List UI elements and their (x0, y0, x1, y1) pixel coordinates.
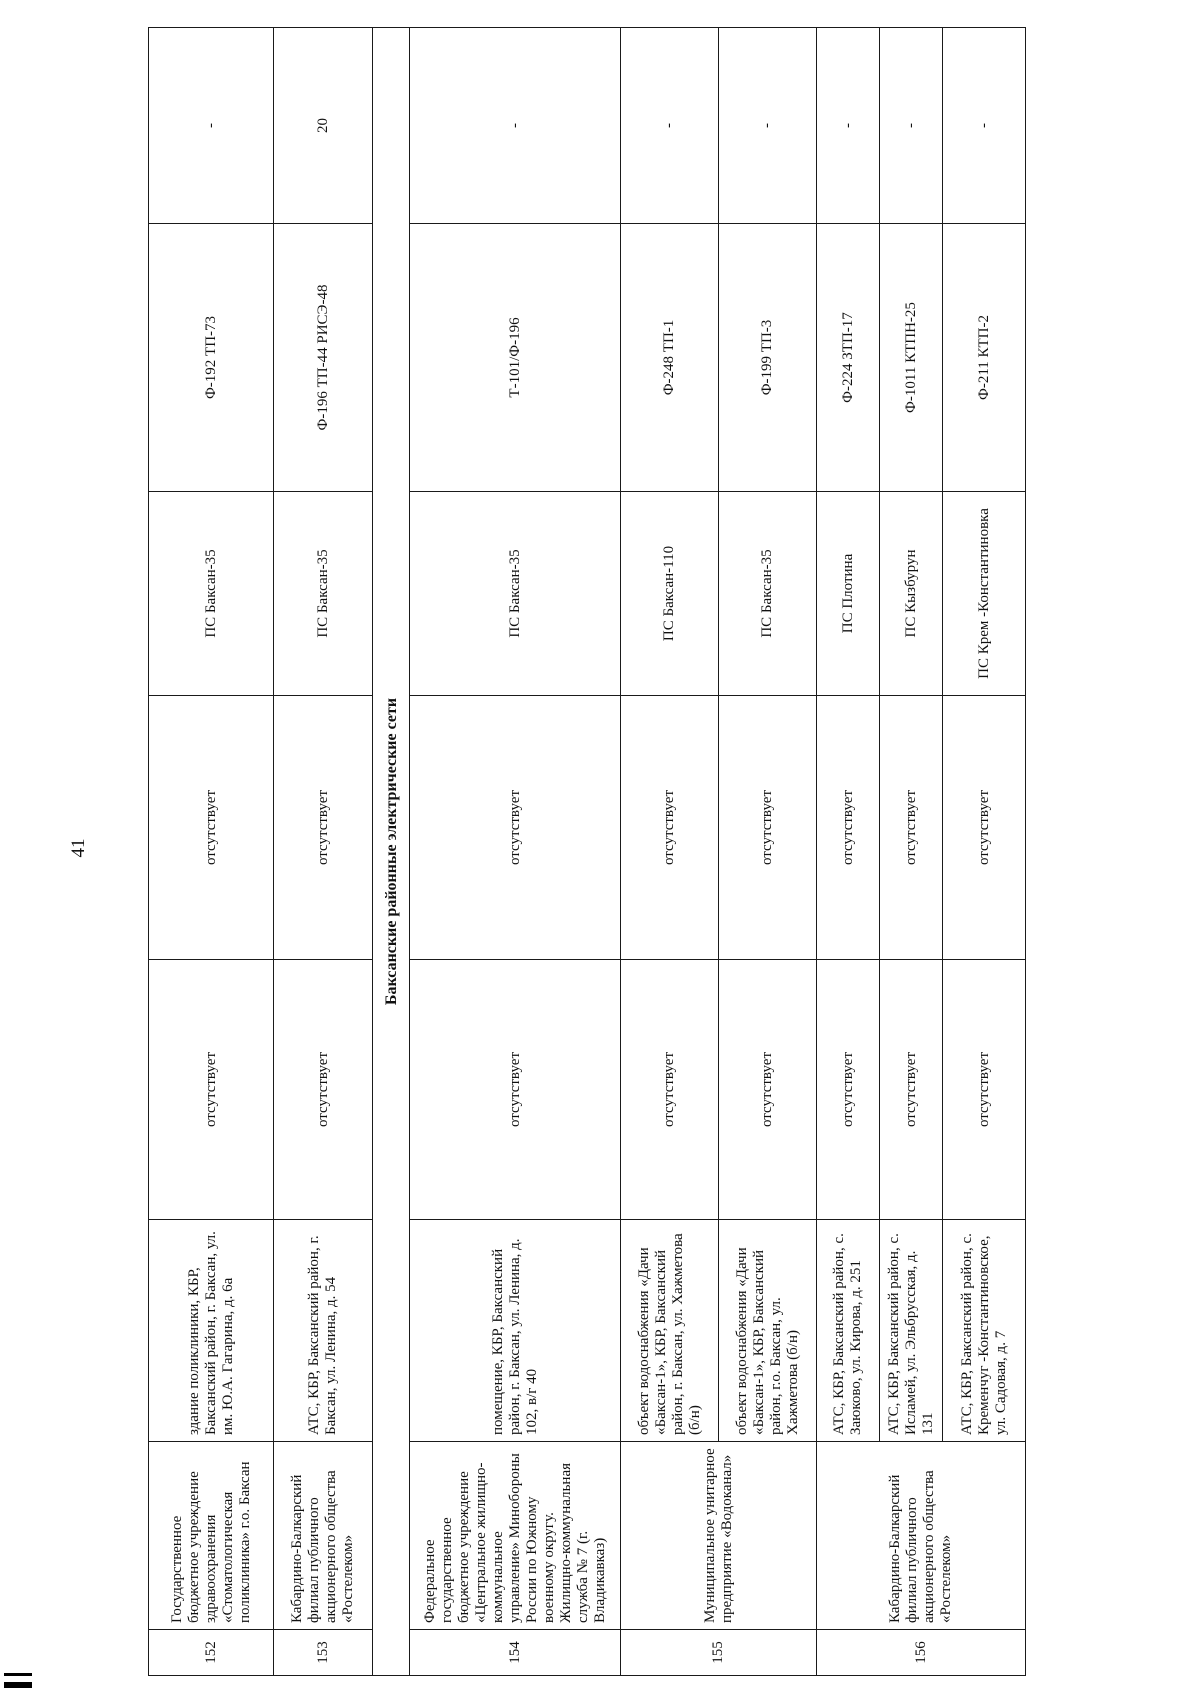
feeder-cell: Ф-199 ТП-3 (719, 224, 817, 492)
corner-mark (0, 1644, 36, 1688)
substation-cell: ПС Крем -Константиновка (943, 492, 1026, 696)
row-number: 154 (410, 1630, 621, 1676)
table-row (719, 28, 817, 1676)
address-cell: АТС, КБР, Баксанский район, г. Баксан, ул. Ленина, д. 54 (274, 1220, 373, 1442)
address-cell: помещение, КБР, Баксанский район, г. Баксан, ул. Ленина, д. 102, в/г 40 (410, 1220, 621, 1442)
last-cell: - (880, 28, 943, 224)
substation-cell: ПС Баксан-35 (719, 492, 817, 696)
substation-cell: ПС Баксан-35 (149, 492, 274, 696)
table-row (880, 28, 943, 1676)
value-cell: отсутствует (274, 696, 373, 960)
substation-cell: ПС Баксан-35 (410, 492, 621, 696)
value-cell: отсутствует (943, 960, 1026, 1220)
organization-cell: Муниципальное унитарное предприятие «Водоканал» (621, 1442, 817, 1630)
address-cell: АТС, КБР, Баксанский район, с. Исламей, ул. Эльбрусская, д. 131 (880, 1220, 943, 1442)
organization-cell: Государственное бюджетное учреждение здравоохранения «Стоматологическая поликлиника» г.о. Баксан (149, 1442, 274, 1630)
value-cell: отсутствует (719, 696, 817, 960)
row-number: 156 (817, 1630, 1026, 1676)
table-row (621, 28, 719, 1676)
table-row (817, 28, 880, 1676)
last-cell: 20 (274, 28, 373, 224)
row-number: 152 (149, 1630, 274, 1676)
value-cell: отсутствует (410, 960, 621, 1220)
address-cell: здание поликлиники, КБР, Баксанский район, г. Баксан, ул. им. Ю.А. Гагарина, д. 6а (149, 1220, 274, 1442)
row-number: 155 (621, 1630, 817, 1676)
feeder-cell: Ф-248 ТП-1 (621, 224, 719, 492)
register-table (148, 27, 1026, 1676)
row-number: 153 (274, 1630, 373, 1676)
table-row (274, 28, 373, 1676)
last-cell: - (817, 28, 880, 224)
feeder-cell: Ф-192 ТП-73 (149, 224, 274, 492)
value-cell: отсутствует (719, 960, 817, 1220)
value-cell: отсутствует (274, 960, 373, 1220)
value-cell: отсутствует (410, 696, 621, 960)
value-cell: отсутствует (149, 696, 274, 960)
address-cell: АТС, КБР, Баксанский район, с. Заюково, ул. Кирова, д. 251 (817, 1220, 880, 1442)
value-cell: отсутствует (621, 960, 719, 1220)
value-cell: отсутствует (880, 960, 943, 1220)
table-row (410, 28, 621, 1676)
value-cell: отсутствует (817, 696, 880, 960)
feeder-cell: Ф-1011 КТПН-25 (880, 224, 943, 492)
value-cell: отсутствует (880, 696, 943, 960)
section-row (373, 28, 410, 1676)
last-cell: - (149, 28, 274, 224)
address-cell: объект водоснабжения «Дачи «Баксан-1», КБР, Баксанский район, г.о. Баксан, ул. Хажметова (б/н) (719, 1220, 817, 1442)
value-cell: отсутствует (149, 960, 274, 1220)
table-row (149, 28, 274, 1676)
last-cell: - (410, 28, 621, 224)
feeder-cell: Ф-211 КТП-2 (943, 224, 1026, 492)
document-page (0, 8, 1200, 1688)
feeder-cell: Т-101/Ф-196 (410, 224, 621, 492)
page-number: 41 (68, 838, 89, 858)
substation-cell: ПС Баксан-110 (621, 492, 719, 696)
address-cell: объект водоснабжения «Дачи «Баксан-1», КБР, Баксанский район, г. Баксан, ул. Хажметова (б/н) (621, 1220, 719, 1442)
organization-cell: Кабардино-Балкарский филиал публичного акционерного общества «Ростелеком» (274, 1442, 373, 1630)
feeder-cell: Ф-196 ТП-44 РИСЭ-48 (274, 224, 373, 492)
organization-cell: Кабардино-Балкарский филиал публичного акционерного общества «Ростелеком» (817, 1442, 1026, 1630)
substation-cell: ПС Баксан-35 (274, 492, 373, 696)
last-cell: - (621, 28, 719, 224)
substation-cell: ПС Плотина (817, 492, 880, 696)
organization-cell: Федеральное государственное бюджетное учреждение «Центральное жилищно-коммунальное управление» Минобороны России по Южному военному округу. Жилищно-коммунальная служба № 7 (г. Владикавказ) (410, 1442, 621, 1630)
address-cell: АТС, КБР, Баксанский район, с. Кременчуг -Константиновское, ул. Садовая, д. 7 (943, 1220, 1026, 1442)
table-row (943, 28, 1026, 1676)
value-cell: отсутствует (943, 696, 1026, 960)
last-cell: - (943, 28, 1026, 224)
value-cell: отсутствует (621, 696, 719, 960)
section-title: Баксанские районные электрические сети (373, 28, 410, 1676)
substation-cell: ПС Кызбурун (880, 492, 943, 696)
feeder-cell: Ф-224 ЗТП-17 (817, 224, 880, 492)
last-cell: - (719, 28, 817, 224)
value-cell: отсутствует (817, 960, 880, 1220)
